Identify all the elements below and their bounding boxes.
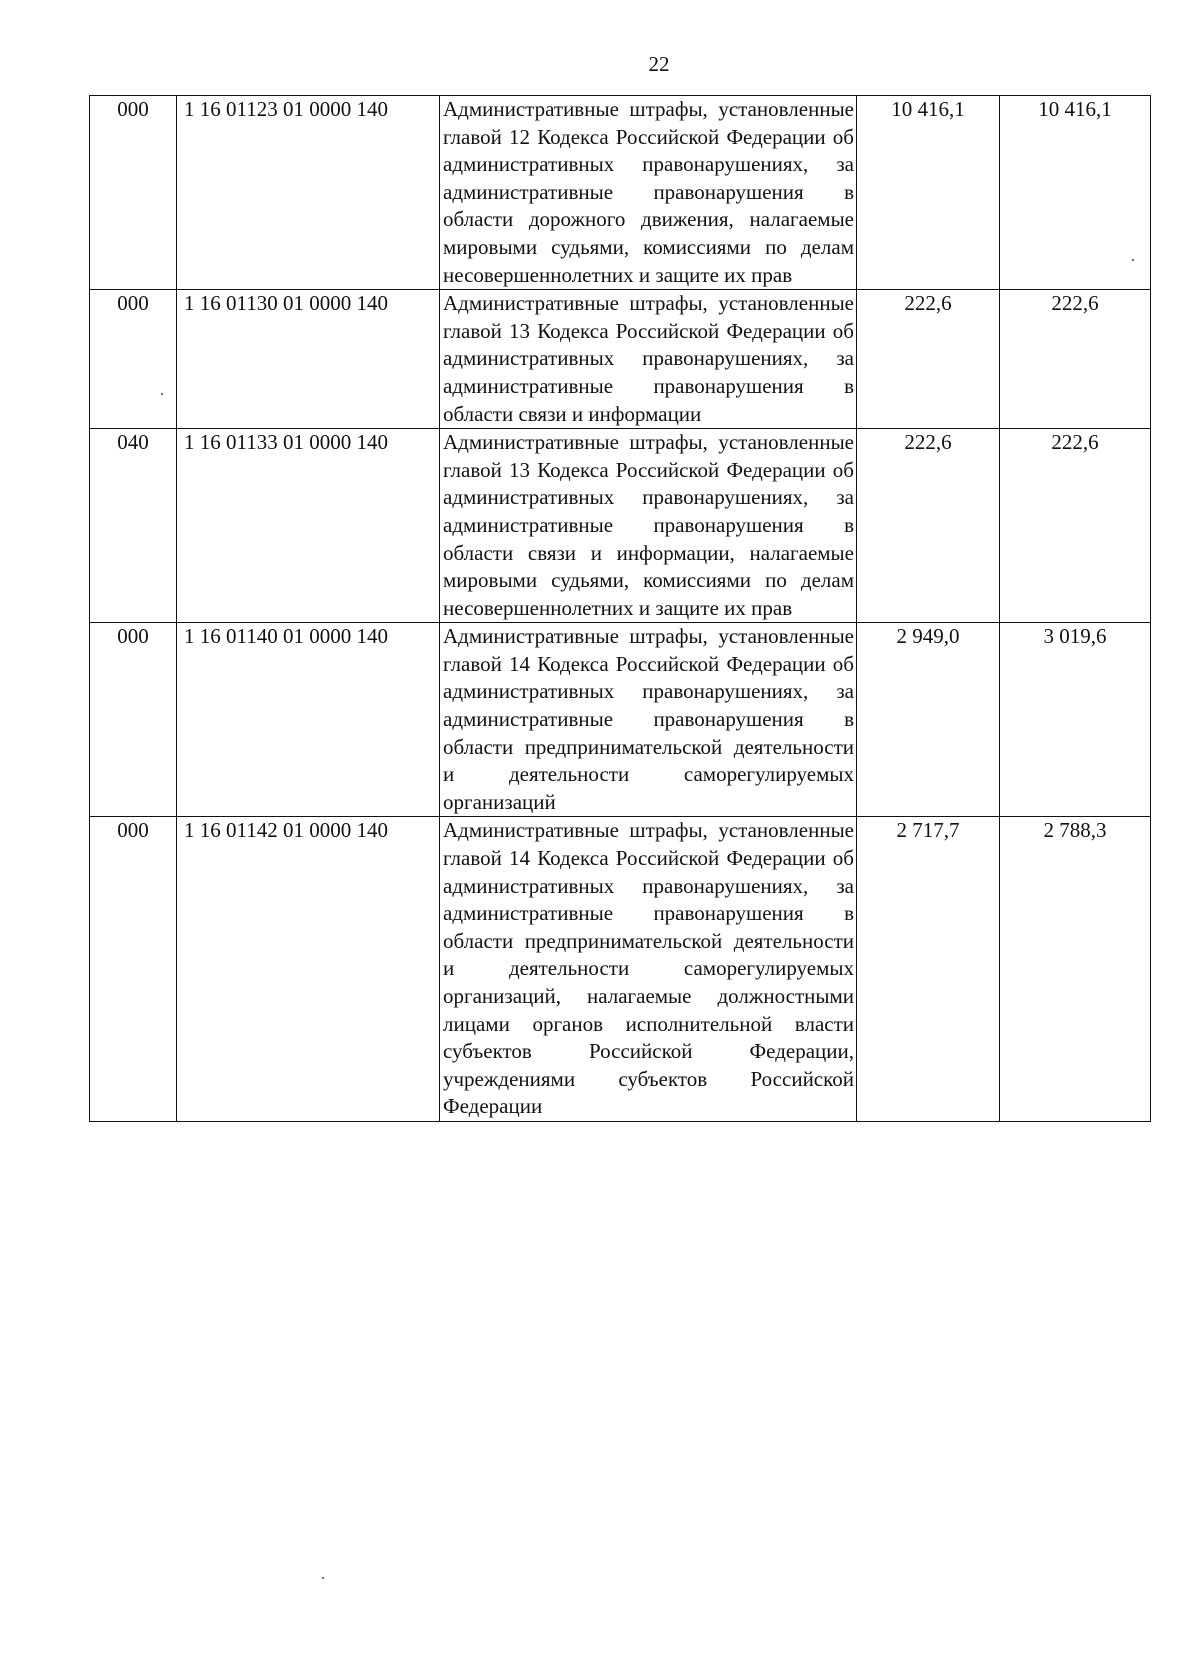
description-text: Административные штрафы, установленные главой 13 Кодекса Российской Федерации об административных правонарушениях, за административные правонарушения в области связи и информации, налагаемые мировыми судьями, комиссиями по делам несовершеннолетних и защите их прав [443, 430, 854, 620]
description-cell [440, 623, 857, 817]
admin-code-cell: 000 [90, 290, 177, 429]
admin-code-cell: 040 [90, 429, 177, 623]
scan-speck [322, 1577, 324, 1579]
description-cell [440, 290, 857, 429]
table-row [90, 96, 1151, 290]
page-number: 22 [648, 52, 670, 76]
budget-code-cell: 1 16 01123 01 0000 140 [177, 96, 440, 290]
budget-code-cell: 1 16 01133 01 0000 140 [177, 429, 440, 623]
amount-cell-2: 2 788,3 [1000, 817, 1151, 1122]
description-cell [440, 817, 857, 1122]
description-text: Административные штрафы, установленные главой 13 Кодекса Российской Федерации об административных правонарушениях, за административные правонарушения в области связи и информации [443, 291, 854, 426]
amount-cell-1: 10 416,1 [857, 96, 1000, 290]
amount-cell-2: 222,6 [1000, 429, 1151, 623]
table-row [90, 623, 1151, 817]
admin-code-cell: 000 [90, 623, 177, 817]
table-row [90, 290, 1151, 429]
amount-cell-1: 222,6 [857, 429, 1000, 623]
description-cell [440, 96, 857, 290]
scan-speck [1132, 259, 1134, 261]
amount-cell-1: 222,6 [857, 290, 1000, 429]
revenue-table [89, 95, 1151, 1122]
table-row [90, 429, 1151, 623]
scan-speck [161, 393, 163, 395]
table-row [90, 817, 1151, 1122]
admin-code-cell: 000 [90, 96, 177, 290]
description-text: Административные штрафы, установленные главой 12 Кодекса Российской Федерации об административных правонарушениях, за административные правонарушения в области дорожного движения, налагаемые мировыми судьями, комиссиями по делам несовершеннолетних и защите их прав [443, 97, 854, 287]
budget-code-cell: 1 16 01142 01 0000 140 [177, 817, 440, 1122]
description-cell [440, 429, 857, 623]
description-text: Административные штрафы, установленные главой 14 Кодекса Российской Федерации об административных правонарушениях, за административные правонарушения в области предпринимательской деятельности и деятельности саморегулируемых организаций [443, 624, 854, 814]
amount-cell-2: 10 416,1 [1000, 96, 1151, 290]
admin-code-cell: 000 [90, 817, 177, 1122]
amount-cell-2: 222,6 [1000, 290, 1151, 429]
amount-cell-2: 3 019,6 [1000, 623, 1151, 817]
description-text: Административные штрафы, установленные главой 14 Кодекса Российской Федерации об административных правонарушениях, за административные правонарушения в области предпринимательской деятельности и деятельности саморегулируемых организаций, налагаемые должностными лицами органов исполнительной власти субъектов Российской Федерации, учреждениями субъектов Российской Федерации [443, 818, 854, 1119]
amount-cell-1: 2 949,0 [857, 623, 1000, 817]
amount-cell-1: 2 717,7 [857, 817, 1000, 1122]
budget-code-cell: 1 16 01140 01 0000 140 [177, 623, 440, 817]
budget-code-cell: 1 16 01130 01 0000 140 [177, 290, 440, 429]
